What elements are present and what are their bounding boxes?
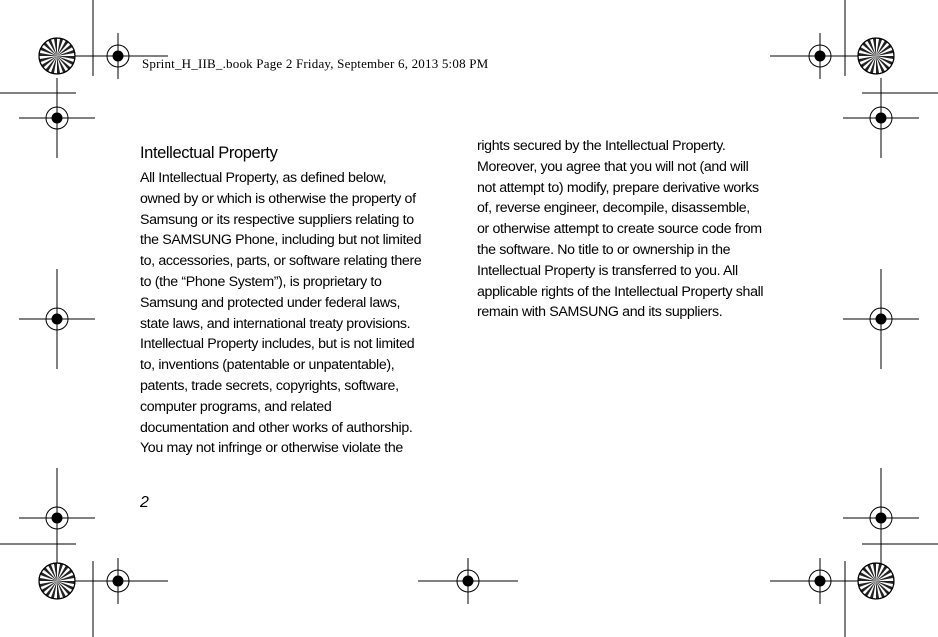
starburst-mark [858, 38, 894, 74]
text-line: to (the “Phone System”), is proprietary to [140, 273, 382, 290]
crosshair-mark [19, 78, 95, 158]
text-line: patents, trade secrets, copyrights, software, [140, 377, 399, 394]
section-title: Intellectual Property [140, 144, 278, 162]
text-line: of, reverse engineer, decompile, disassemble, [477, 200, 750, 217]
text-line: All Intellectual Property, as defined below, [140, 170, 387, 186]
text-line: Samsung and protected under federal laws, [140, 294, 401, 311]
right-text-column [477, 136, 763, 323]
starburst-mark [858, 563, 894, 599]
text-line: Moreover, you agree that you will not (and will [477, 158, 749, 175]
crosshair-mark [418, 558, 518, 604]
text-line: documentation and other works of authorship. [140, 419, 413, 436]
starburst-mark [39, 38, 75, 74]
text-line: remain with SAMSUNG and its suppliers. [477, 304, 723, 321]
text-line: owned by or which is otherwise the property of [140, 190, 416, 207]
crosshair-mark [843, 468, 919, 568]
text-line: Intellectual Property includes, but is not limited [140, 336, 415, 353]
text-line: to, accessories, parts, or software relating there [140, 253, 422, 270]
crosshair-mark [19, 269, 95, 369]
text-line: applicable rights of the Intellectual Property shall [477, 283, 764, 300]
text-line: the software. No title to or ownership in the [477, 241, 731, 258]
page-number: 2 [140, 494, 149, 511]
text-line: not attempt to) modify, prepare derivative works [477, 179, 759, 196]
text-line: Samsung or its respective suppliers relating to [140, 211, 414, 228]
print-slug-header: Sprint_H_IIB_.book Page 2 Friday, September 6, 2013 5:08 PM [142, 56, 489, 71]
text-line: rights secured by the Intellectual Property. [477, 138, 726, 154]
crosshair-mark [770, 33, 870, 79]
text-line: state laws, and international treaty provisions. [140, 315, 411, 332]
text-line: computer programs, and related [140, 398, 332, 415]
crosshair-mark [19, 468, 95, 568]
text-line: or otherwise attempt to create source code from [477, 221, 762, 238]
starburst-mark [39, 563, 75, 599]
left-text-column [140, 168, 421, 459]
crosshair-mark [770, 558, 870, 604]
text-line: to, inventions (patentable or unpatentable), [140, 357, 395, 374]
crosshair-mark [843, 78, 919, 158]
text-line: Intellectual Property is transferred to you. All [477, 262, 738, 279]
text-line: the SAMSUNG Phone, including but not limited [140, 232, 422, 249]
text-line: You may not infringe or otherwise violate the [140, 440, 403, 457]
crosshair-mark [843, 269, 919, 369]
crosshair-mark [68, 558, 168, 604]
